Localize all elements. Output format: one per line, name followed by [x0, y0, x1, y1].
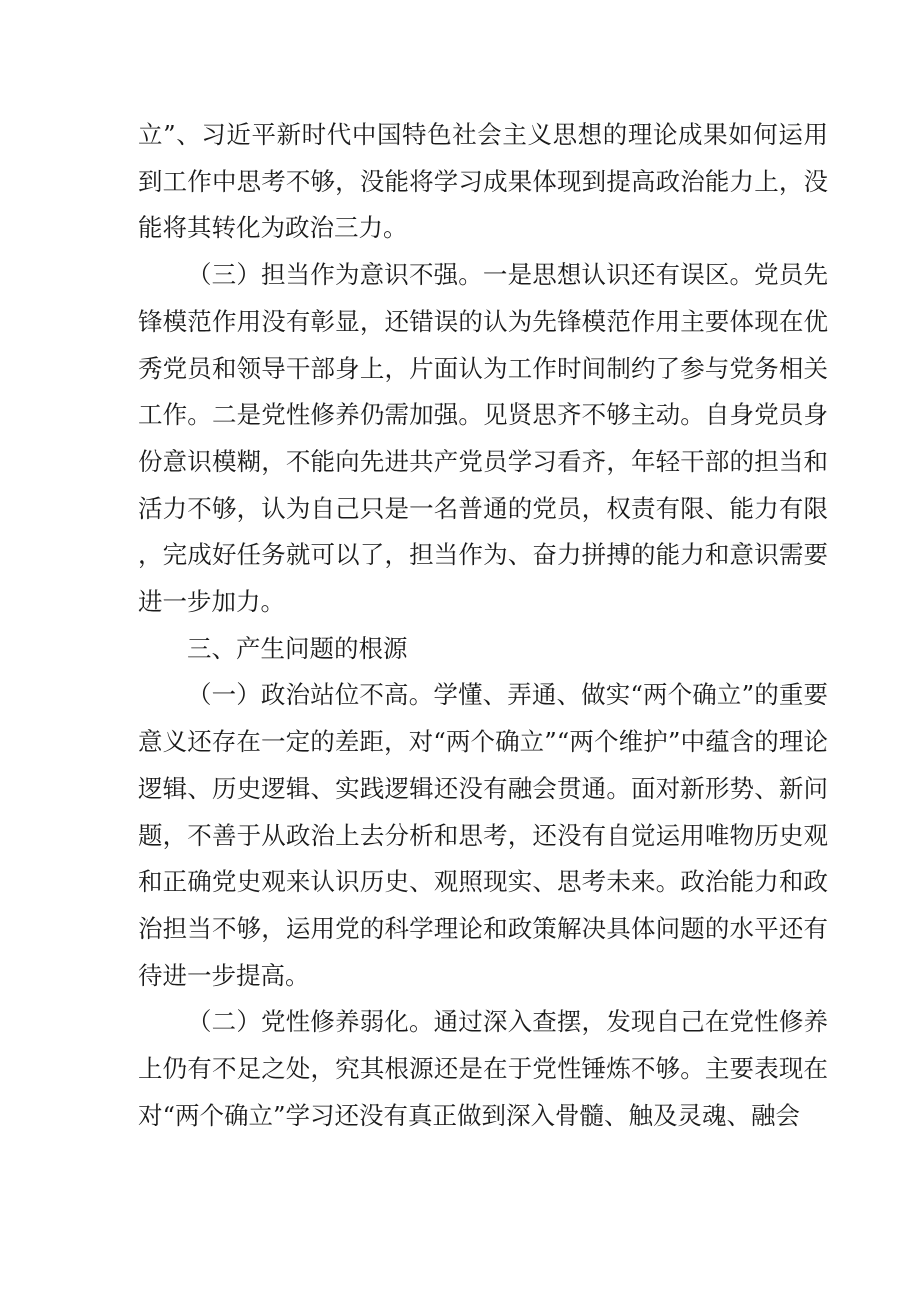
paragraph-section-3: （三）担当作为意识不强。一是思想认识还有误区。党员先锋模范作用没有彰显，还错误的认为先锋模范作用主要体现在优秀党员和领导干部身上，片面认为工作时间制约了参与党务相关工作。二是党性修养仍需加强。见贤思齐不够主动。自身党员身份意识模糊，不能向先进共产党员学习看齐，年轻干部的担当和活力不够，认为自己只是一名普通的党员，权责有限、能力有限，完成好任务就可以了，担当作为、奋力拼搏的能力和意识需要进一步加力。	[138, 260, 828, 617]
paragraph-continuation: 立”、习近平新时代中国特色社会主义思想的理论成果如何运用到工作中思考不够，没能将学习成果体现到提高政治能力上，没能将其转化为政治三力。	[138, 120, 828, 243]
paragraph-root-cause-2: （二）党性修养弱化。通过深入查摆，发现自己在党性修养上仍有不足之处，究其根源还是在于党性锤炼不够。主要表现在对“两个确立”学习还没有真正做到深入骨髓、触及灵魂、融会	[138, 1007, 828, 1130]
paragraph-root-cause-1: （一）政治站位不高。学懂、弄通、做实“两个确立”的重要意义还存在一定的差距，对“两个确立”“两个维护”中蕴含的理论逻辑、历史逻辑、实践逻辑还没有融会贯通。面对新形势、新问题，不善于从政治上去分析和思考，还没有自觉运用唯物历史观和正确党史观来认识历史、观照现实、思考未来。政治能力和政治担当不够，运用党的科学理论和政策解决具体问题的水平还有待进一步提高。	[138, 680, 828, 990]
section-heading-root-causes: 三、产生问题的根源	[187, 633, 408, 663]
document-body	[138, 112, 828, 1139]
